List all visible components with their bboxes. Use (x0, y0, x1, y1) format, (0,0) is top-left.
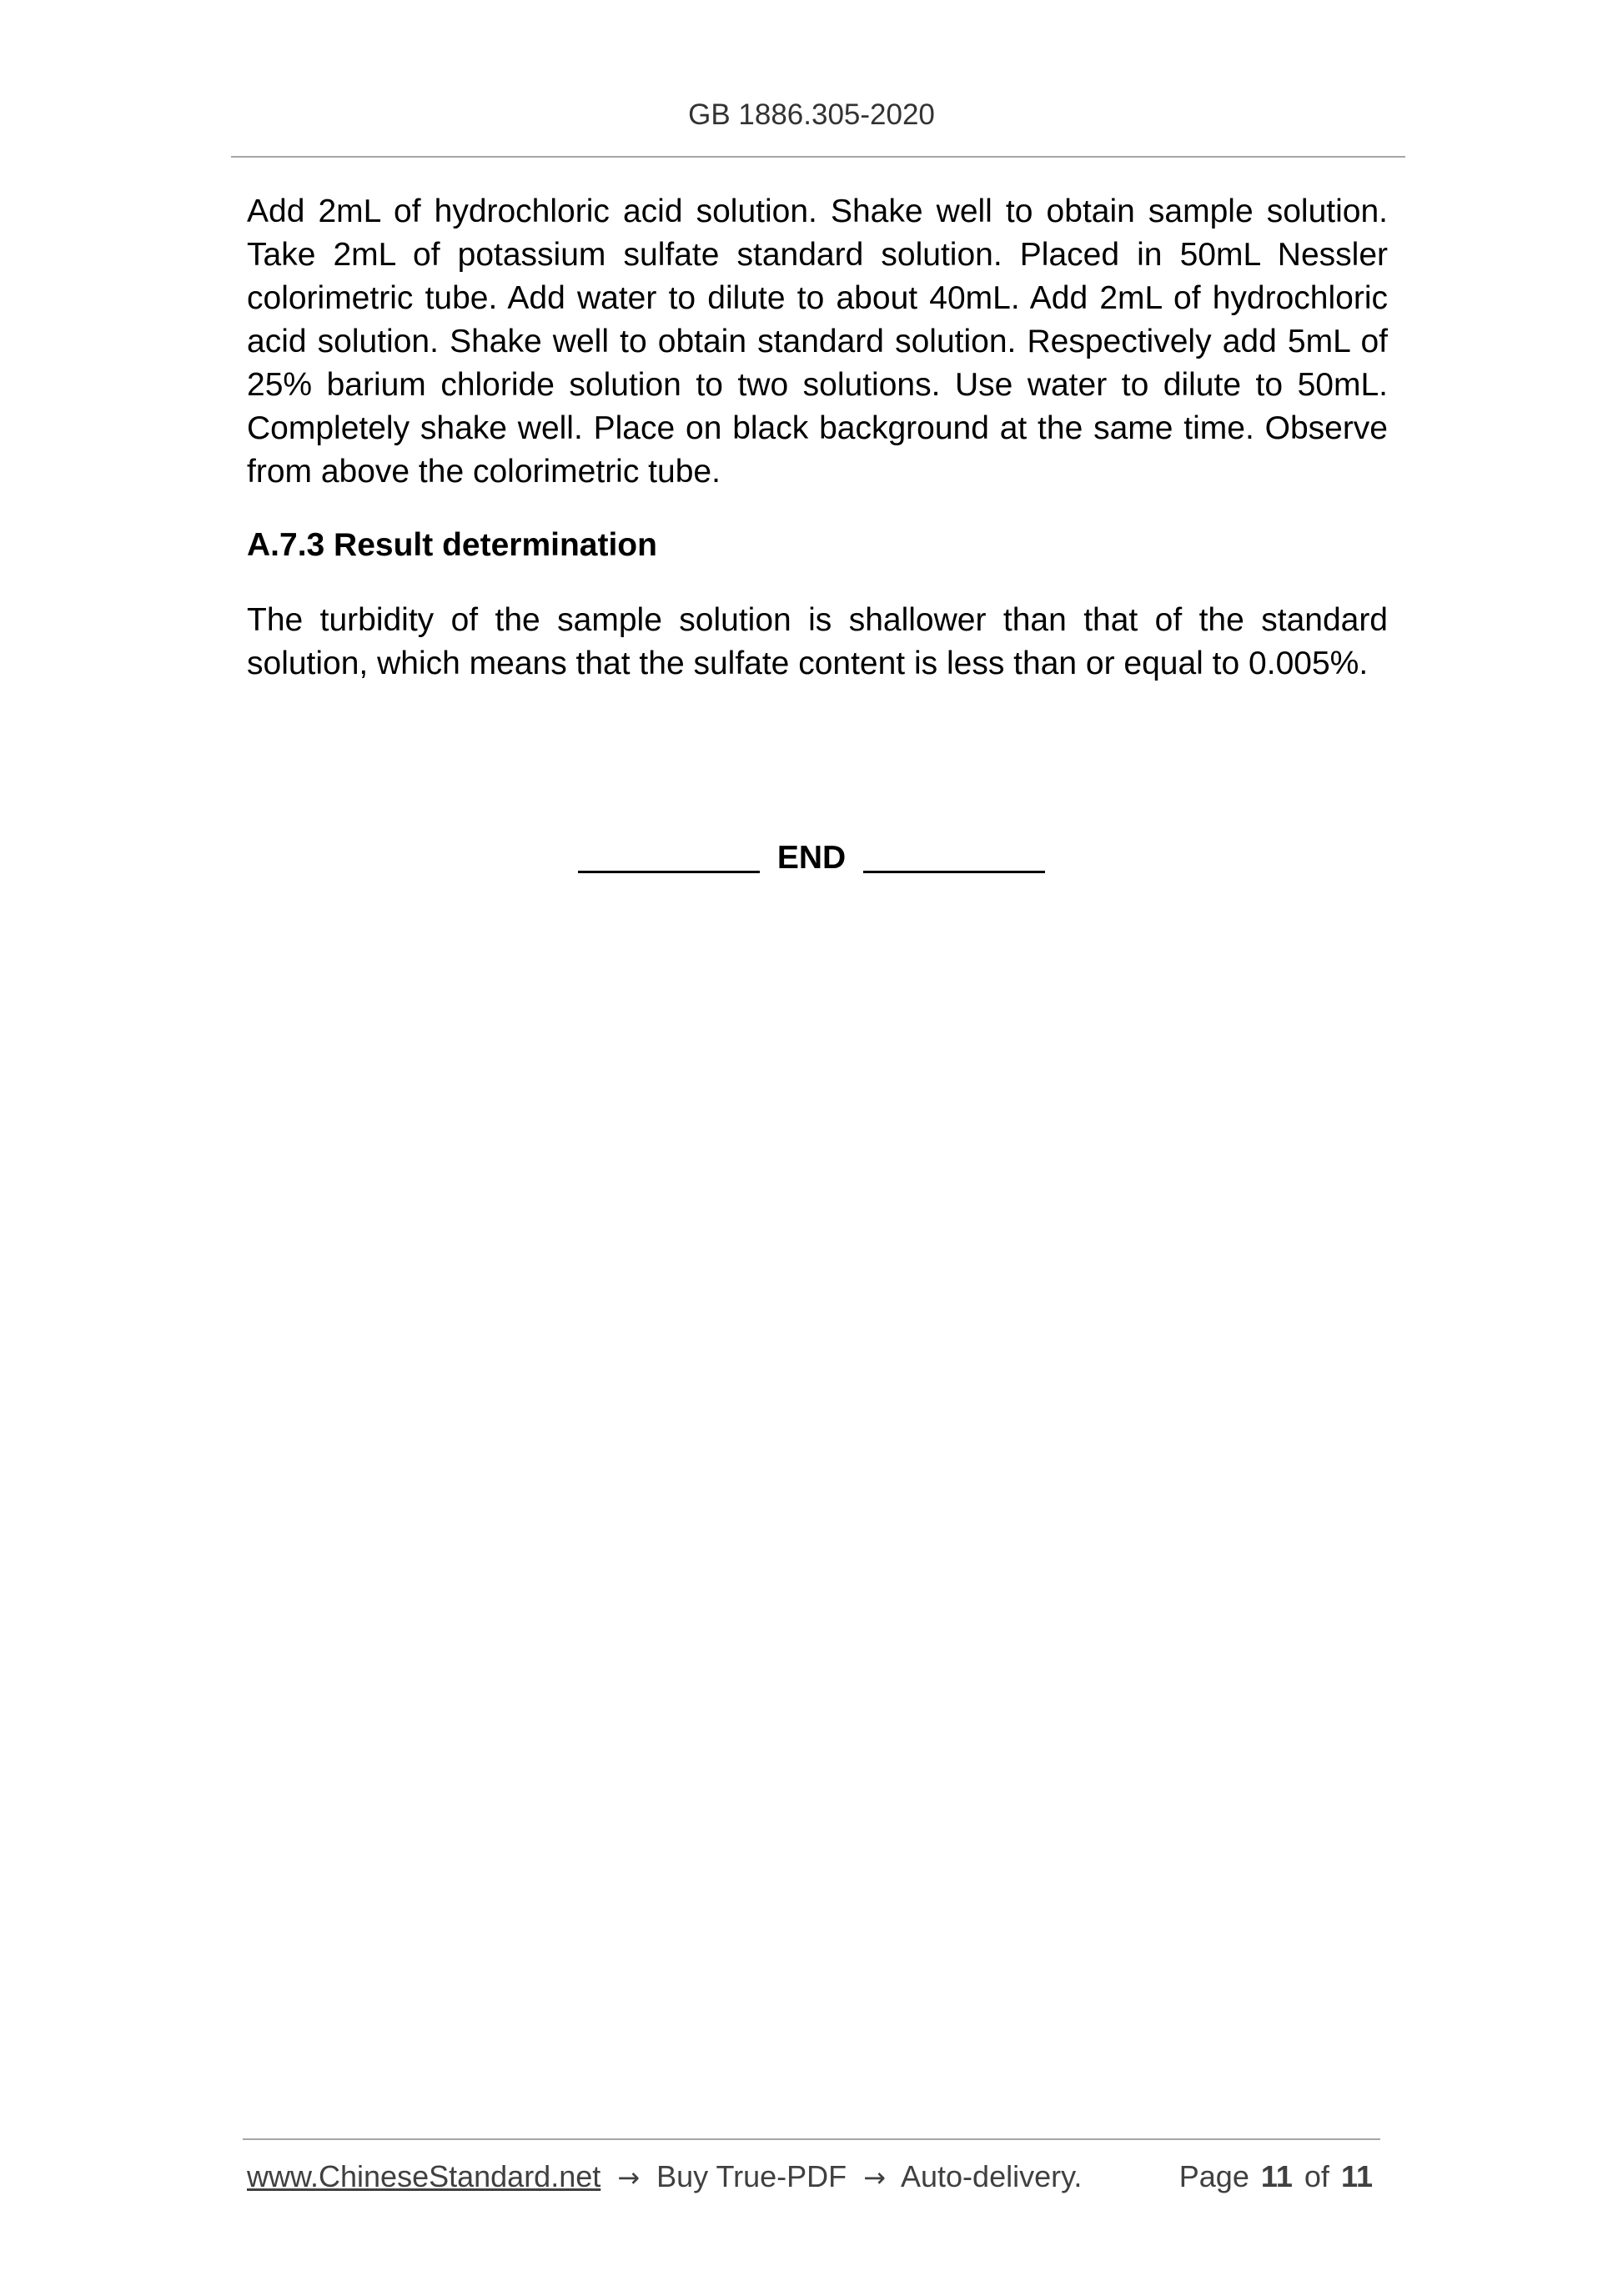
right-arrow-icon: → (617, 2162, 641, 2193)
website-link[interactable]: www.ChineseStandard.net (247, 2159, 601, 2193)
end-marker (0, 837, 1623, 880)
body-paragraph-result: The turbidity of the sample solution is shallower than that of the standard solution, which means that the sulfate content is less than or equal to 0.005%. (247, 602, 1388, 681)
page-total: 11 (1340, 2159, 1373, 2193)
section-heading: A.7.3 Result determination (247, 527, 657, 563)
body-paragraph-procedure: Add 2mL of hydrochloric acid solution. Shake well to obtain sample solution. Take 2mL of potassium sulfate standard solution. Placed in 50mL Nessler colorimetric tube. Add water to dilute to about 40mL. Add 2mL of hydrochloric acid solution. Shake well to obtain standard solution. Respectively add 5mL of 25% barium chloride solution to two solutions. Use water to dilute to 50mL. Completely shake well. Place on black background at the same time. Observe from above the colorimetric tube. (247, 193, 1388, 490)
footer-promo (247, 2156, 1082, 2198)
right-arrow-icon: → (863, 2162, 886, 2193)
end-rule-left (578, 871, 760, 873)
page-header-title: GB 1886.305-2020 (688, 98, 935, 131)
end-rule-right (863, 871, 1045, 873)
header-divider (231, 156, 1405, 158)
page-of-label: of (1304, 2159, 1329, 2193)
document-body (247, 190, 1388, 686)
footer-step-buy: Buy True-PDF (656, 2159, 847, 2193)
page-footer (247, 2156, 1381, 2198)
end-label: END (776, 840, 847, 876)
footer-divider (243, 2138, 1380, 2140)
footer-step-delivery: Auto-delivery. (901, 2159, 1083, 2193)
page-number (1179, 2156, 1373, 2198)
page-current: 11 (1260, 2159, 1293, 2193)
page-label: Page (1178, 2159, 1249, 2193)
